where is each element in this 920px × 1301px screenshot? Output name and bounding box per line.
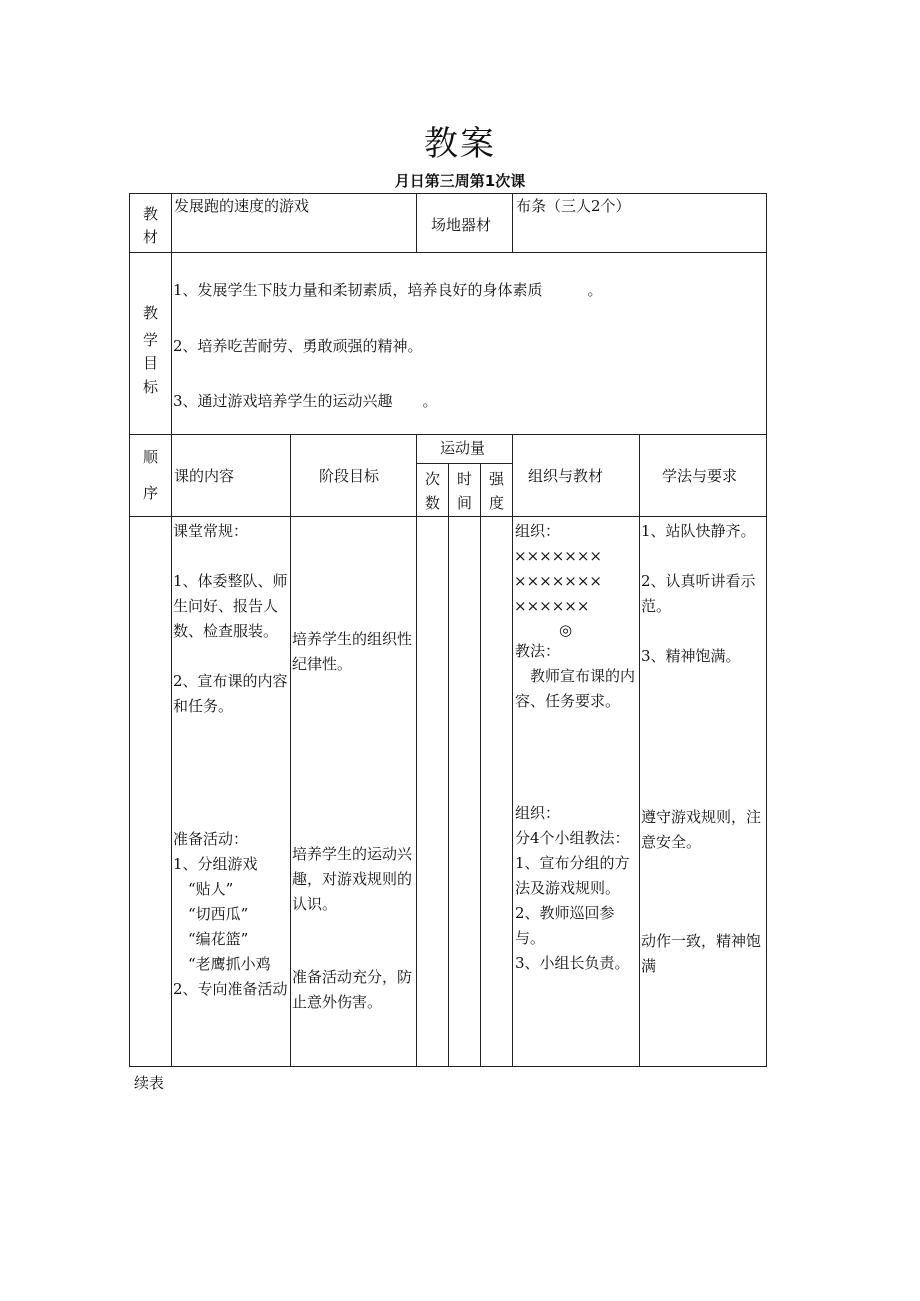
method-routine: 1、站队快静齐。 2、认真听讲看示范。 3、精神饱满。 <box>641 522 756 665</box>
header-order-char: 顺 <box>142 448 158 466</box>
method-rules: 遵守游戏规则，注意安全。 <box>641 808 762 851</box>
header-intensity-cell <box>480 463 513 517</box>
goal-item: 1、发展学生下肢力量和柔韧素质，培养良好的身体素质 。 <box>173 281 603 299</box>
org-label: 组织： <box>515 522 561 540</box>
org-method: 教法： 教师宣布课的内容、任务要求。 <box>515 642 636 710</box>
venue-label: 场地器材 <box>431 216 492 234</box>
header-times-char: 数 <box>424 494 440 512</box>
body-times-cell <box>416 516 449 1067</box>
header-duration-cell <box>448 463 481 517</box>
venue-value: 布条（三人2个） <box>516 197 631 215</box>
body-order-cell <box>129 516 172 1067</box>
venue-label-cell <box>416 193 513 253</box>
row2-label-char: 教 <box>142 304 158 322</box>
body-org-cell <box>512 516 640 1067</box>
formation-row: ××××××× <box>514 547 602 565</box>
header-times-cell <box>416 463 449 517</box>
venue-value-cell <box>512 193 767 253</box>
header-stage-cell <box>290 434 417 517</box>
header-intensity-char: 度 <box>488 494 504 512</box>
formation-row: ×××××× <box>514 597 590 615</box>
header-stage-goal: 阶段目标 <box>319 467 380 485</box>
row2-label-cell <box>129 252 172 435</box>
row2-label-char: 目 <box>142 354 158 372</box>
header-organization: 组织与教材 <box>528 467 604 485</box>
continued-label: 续表 <box>134 1074 165 1092</box>
header-exercise: 运动量 <box>440 439 486 457</box>
row1-label-char: 教 <box>142 205 158 223</box>
lesson-subtitle: 月日第三周第1次课 <box>394 172 526 190</box>
body-duration-cell <box>448 516 481 1067</box>
header-method: 学法与要求 <box>662 467 738 485</box>
header-exercise-cell <box>416 434 513 464</box>
formation-row: ××××××× <box>514 572 602 590</box>
header-duration-char: 时 <box>456 470 472 488</box>
header-content: 课的内容 <box>174 467 235 485</box>
row1-label-cell <box>129 193 172 253</box>
teaching-material: 发展跑的速度的游戏 <box>174 197 310 215</box>
body-method-cell <box>639 516 767 1067</box>
header-times-char: 次 <box>424 470 440 488</box>
org-group-plan: 组织： 分4个小组教法： 1、宣布分组的方法及游戏规则。 2、教师巡回参与。 3、小组长负责。 <box>515 804 630 972</box>
page-title: 教案 <box>424 124 496 164</box>
goal-item: 3、通过游戏培养学生的运动兴趣 。 <box>173 392 438 410</box>
body-intensity-cell <box>480 516 513 1067</box>
body-content-cell <box>171 516 291 1067</box>
stage-safety: 准备活动充分，防止意外伤害。 <box>292 968 413 1011</box>
row2-label-char: 标 <box>142 378 158 396</box>
header-intensity-char: 强 <box>488 470 504 488</box>
content-warmup: 准备活动： 1、分组游戏 “贴人” “切西瓜” “编花篮” “老鹰抓小鸡 2、专向准备活动 <box>173 830 288 998</box>
row2-label-char: 学 <box>142 331 158 349</box>
header-order-char: 序 <box>142 484 158 502</box>
row2-goals-cell <box>171 252 767 435</box>
stage-interest: 培养学生的运动兴趣，对游戏规则的认识。 <box>292 845 413 913</box>
header-order-cell <box>129 434 172 517</box>
stage-discipline: 培养学生的组织性纪律性。 <box>292 630 413 673</box>
content-routine: 课堂常规： 1、体委整队、师生问好、报告人数、检查服装。 2、宣布课的内容和任务。 <box>173 522 288 715</box>
method-consistency: 动作一致，精神饱满 <box>641 932 762 975</box>
header-duration-char: 间 <box>456 494 472 512</box>
goal-item: 2、培养吃苦耐劳、勇敢顽强的精神。 <box>173 337 423 355</box>
header-method-cell <box>639 434 767 517</box>
teacher-marker: ◎ <box>559 621 573 639</box>
header-content-cell <box>171 434 291 517</box>
row1-content-cell <box>171 193 417 253</box>
header-org-cell <box>512 434 640 517</box>
row1-label-char: 材 <box>142 228 158 246</box>
body-stage-cell <box>290 516 417 1067</box>
